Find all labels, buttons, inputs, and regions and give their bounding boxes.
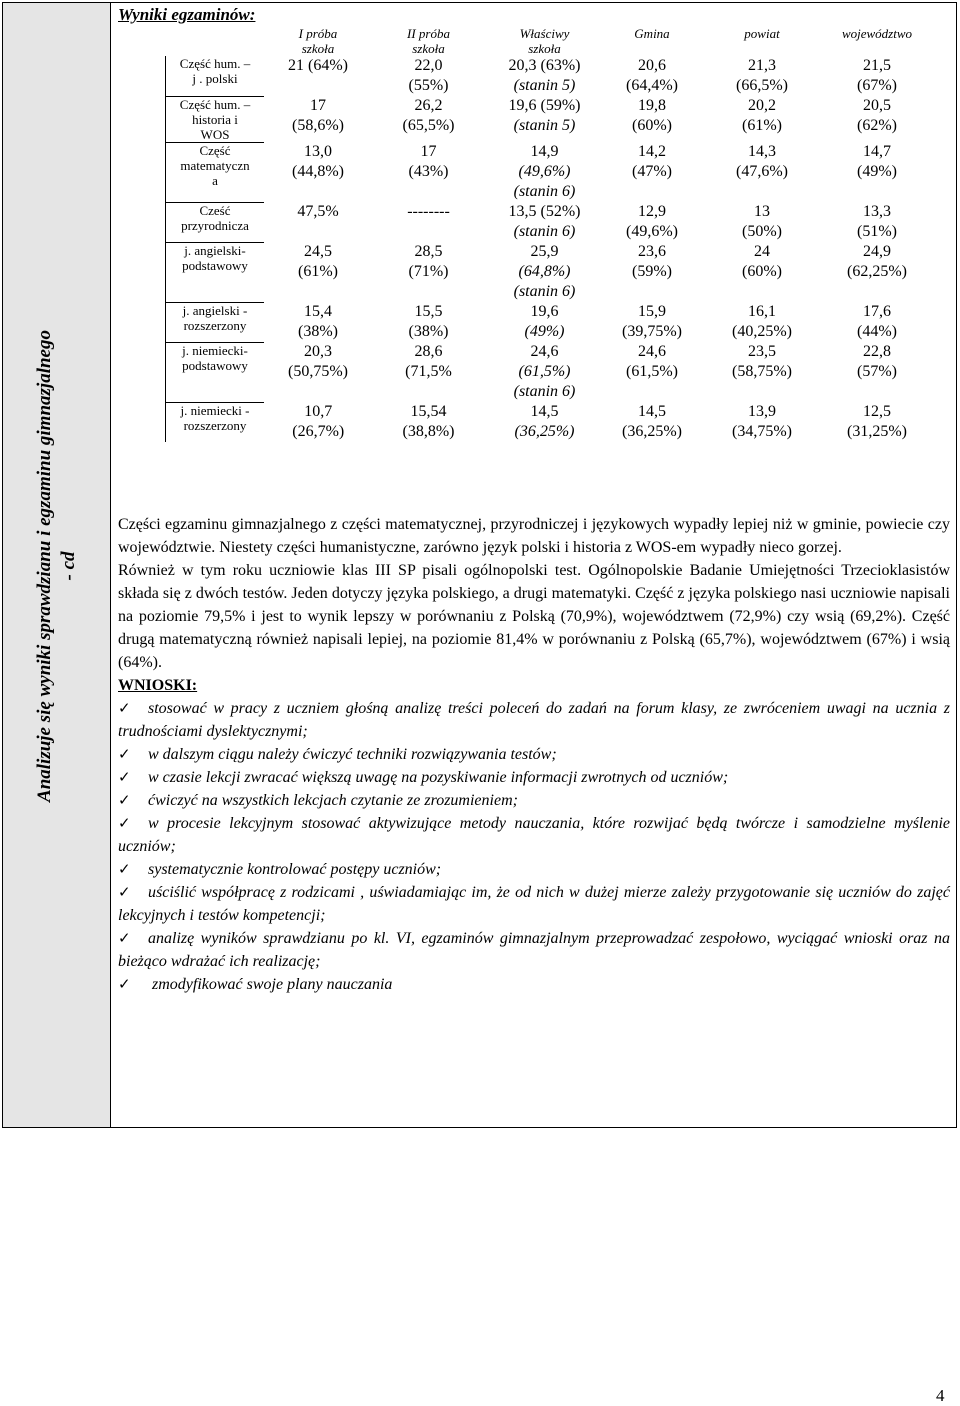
checkmark-icon: ✓ <box>118 929 131 947</box>
table-cell: 14,5 (36,25%) <box>514 403 575 440</box>
table-row <box>166 56 930 96</box>
table-cell: 12,9 (49,6%) <box>626 203 678 240</box>
table-cell: 24 (60%) <box>742 243 782 280</box>
conclusion-text: stosować w pracy z uczniem głośną analizę treści poleceń do zadań na forum klasy, ze zwróceniem uwagi na ucznia z trudnościami dyslektycznymi; <box>118 700 950 740</box>
sidebar-title-line1: Analizuje się wyniki sprawdzianu i egzaminu gimnazjalnego <box>34 330 55 802</box>
conclusion-text: systematycznie kontrolować postępy uczniów; <box>148 861 442 878</box>
checkmark-icon: ✓ <box>118 745 131 763</box>
row-label: Część hum. – j . polski <box>166 56 265 96</box>
table-cell: 16,1 (40,25%) <box>732 303 792 340</box>
header-col-3: Właściwy szkoła <box>519 26 570 56</box>
conclusion-item <box>118 766 950 789</box>
table-cell: -------- <box>407 203 450 220</box>
header-col-5: powiat <box>744 26 780 41</box>
conclusion-text: uściślić współpracę z rodzicami , uświadamiając im, że od nich w dużej mierze zależy przygotowanie się uczniów do zajęć lekcyjnych i testów kompetencji; <box>118 884 950 924</box>
table-cell: 20,3 (63%) (stanin 5) <box>508 57 581 94</box>
table-cell: 14,2 (47%) <box>632 143 672 180</box>
conclusion-item <box>118 743 950 766</box>
table-cell: 14,7 (49%) <box>857 143 897 180</box>
table-cell: 13,0 (44,8%) <box>292 143 344 180</box>
table-cell: 17 (58,6%) <box>292 97 344 134</box>
table-cell: 19,6 (59%) (stanin 5) <box>508 97 581 134</box>
results-heading: Wyniki egzaminów: <box>118 5 256 24</box>
conclusion-item <box>118 881 950 927</box>
table-cell: 13,3 (51%) <box>857 203 897 240</box>
table-cell: 15,4 (38%) <box>298 303 338 340</box>
table-cell: 28,5 (71%) <box>408 243 449 280</box>
checkmark-icon: ✓ <box>118 860 131 878</box>
table-row <box>166 202 930 242</box>
row-label: j. angielski - rozszerzony <box>166 302 265 342</box>
table-row <box>166 242 930 302</box>
table-cell: 21,3 (66,5%) <box>736 57 788 94</box>
table-cell: 20,5 (62%) <box>857 97 897 134</box>
summary-paragraph-2: Również w tym roku uczniowie klas III SP pisali ogólnopolski test. Ogólnopolskie Badanie Umiejętności Trzecioklasistów składa się z dwóch testów. Jeden dotyczy języka polskiego, a drugi matematyki. Część z języka polskiego nasi uczniowie napisali na poziomie 79,5% i jest to wynik lepszy w porównaniu z Polską (70,9%), województwem (72,9%) czy wsią (69,2%). Część drugą matematyczną również napisali lepiej, na poziomie 81,4% w porównaniu z Polską (65,7%), województwem (67%) i wsią (64%). <box>118 562 950 671</box>
table-header-row <box>166 26 930 56</box>
table-row <box>166 142 930 202</box>
table-cell: 24,9 (62,25%) <box>847 243 907 280</box>
summary-section <box>118 513 950 996</box>
checkmark-icon: ✓ <box>118 883 131 901</box>
table-row <box>166 402 930 442</box>
summary-paragraph-1: Części egzaminu gimnazjalnego z części matematycznej, przyrodniczej i językowych wypadły lepiej niż w gminie, powiecie czy województwie. Niestety części humanistyczne, zarówno język polski i historia z WOS-em wypadły nieco gorzej. <box>118 516 950 556</box>
table-cell: 19,6 (49%) <box>524 303 565 340</box>
table-cell: 17,6 (44%) <box>857 303 897 340</box>
row-label: Część hum. – historia i WOS <box>166 96 265 142</box>
sidebar-vertical-title <box>33 330 81 802</box>
table-cell: 12,5 (31,25%) <box>847 403 907 440</box>
table-cell: 13,9 (34,75%) <box>732 403 792 440</box>
header-col-4: Gmina <box>634 26 670 41</box>
row-label: j. angielski- podstawowy <box>166 242 265 302</box>
table-cell: 21,5 (67%) <box>857 57 897 94</box>
row-label: Cześć przyrodnicza <box>166 202 265 242</box>
header-col-6: województwo <box>841 26 913 41</box>
table-cell: 22,0 (55%) <box>408 57 449 94</box>
checkmark-icon: ✓ <box>118 699 131 717</box>
page-number: 4 <box>936 1386 945 1405</box>
table-row <box>166 342 930 402</box>
header-empty <box>166 26 265 56</box>
table-cell: 14,3 (47,6%) <box>736 143 788 180</box>
row-label: Część matematyczn a <box>166 142 265 202</box>
conclusion-item <box>118 973 950 996</box>
conclusions-list <box>118 697 950 996</box>
sidebar-column <box>3 3 111 1127</box>
table-cell: 23,6 (59%) <box>632 243 672 280</box>
conclusion-text: analizę wyników sprawdzianu po kl. VI, egzaminów gimnazjalnym przeprowadzać zespołowo, wyciągać wnioski oraz na bieżąco wdrażać ich realizację; <box>118 930 950 970</box>
table-cell: 13,5 (52%) (stanin 6) <box>508 203 581 240</box>
table-cell: 20,2 (61%) <box>742 97 782 134</box>
table-cell: 14,9 (49,6%) (stanin 6) <box>513 143 576 200</box>
conclusion-text: zmodyfikować swoje plany nauczania <box>148 976 393 993</box>
table-cell: 13 (50%) <box>742 203 782 240</box>
table-cell: 24,5 (61%) <box>298 243 338 280</box>
table-cell: 19,8 (60%) <box>632 97 672 134</box>
checkmark-icon: ✓ <box>118 768 131 786</box>
table-row <box>166 96 930 142</box>
conclusion-text: w czasie lekcji zwracać większą uwagę na pozyskiwanie informacji zwrotnych od uczniów; <box>148 769 729 786</box>
table-cell: 24,6 (61,5%) (stanin 6) <box>513 343 576 400</box>
row-label: j. niemiecki - rozszerzony <box>166 402 265 442</box>
conclusion-text: w procesie lekcyjnym stosować aktywizujące metody nauczania, które rozwijać będą twórcze i samodzielne myślenie uczniów; <box>118 815 950 855</box>
conclusion-text: w dalszym ciągu należy ćwiczyć techniki rozwiązywania testów; <box>148 746 557 763</box>
row-label: j. niemiecki- podstawowy <box>166 342 265 402</box>
table-body <box>166 56 930 442</box>
table-cell: 47,5% <box>297 203 339 220</box>
table-cell: 10,7 (26,7%) <box>292 403 345 440</box>
table-cell: 24,6 (61,5%) <box>626 343 678 380</box>
table-cell: 28,6 (71,5% <box>405 343 452 380</box>
conclusions-title: WNIOSKI: <box>118 677 198 694</box>
table-cell: 20,3 (50,75%) <box>288 343 348 380</box>
checkmark-icon: ✓ <box>118 975 131 993</box>
conclusion-item <box>118 858 950 881</box>
table-cell: 15,5 (38%) <box>408 303 449 340</box>
table-cell: 17 (43%) <box>408 143 449 180</box>
sidebar-title-line2: - cd <box>58 551 79 581</box>
conclusion-item <box>118 927 950 973</box>
table-row <box>166 302 930 342</box>
table-cell: 22,8 (57%) <box>857 343 897 380</box>
exam-results-table <box>165 26 930 442</box>
conclusion-text: ćwiczyć na wszystkich lekcjach czytanie ze zrozumieniem; <box>148 792 518 809</box>
table-cell: 25,9 (64,8%) (stanin 6) <box>513 243 576 300</box>
table-cell: 20,6 (64,4%) <box>626 57 678 94</box>
header-col-2: II próba szkoła <box>407 26 450 56</box>
table-cell: 14,5 (36,25%) <box>622 403 682 440</box>
checkmark-icon: ✓ <box>118 814 131 832</box>
table-cell: 15,54 (38,8%) <box>402 403 455 440</box>
table-cell: 23,5 (58,75%) <box>732 343 792 380</box>
checkmark-icon: ✓ <box>118 791 131 809</box>
table-cell: 21 (64%) <box>288 57 348 74</box>
conclusion-item <box>118 812 950 858</box>
conclusion-item <box>118 789 950 812</box>
header-col-1: I próba szkoła <box>298 26 338 56</box>
table-cell: 26,2 (65,5%) <box>402 97 455 134</box>
conclusion-item <box>118 697 950 743</box>
table-cell: 15,9 (39,75%) <box>622 303 682 340</box>
